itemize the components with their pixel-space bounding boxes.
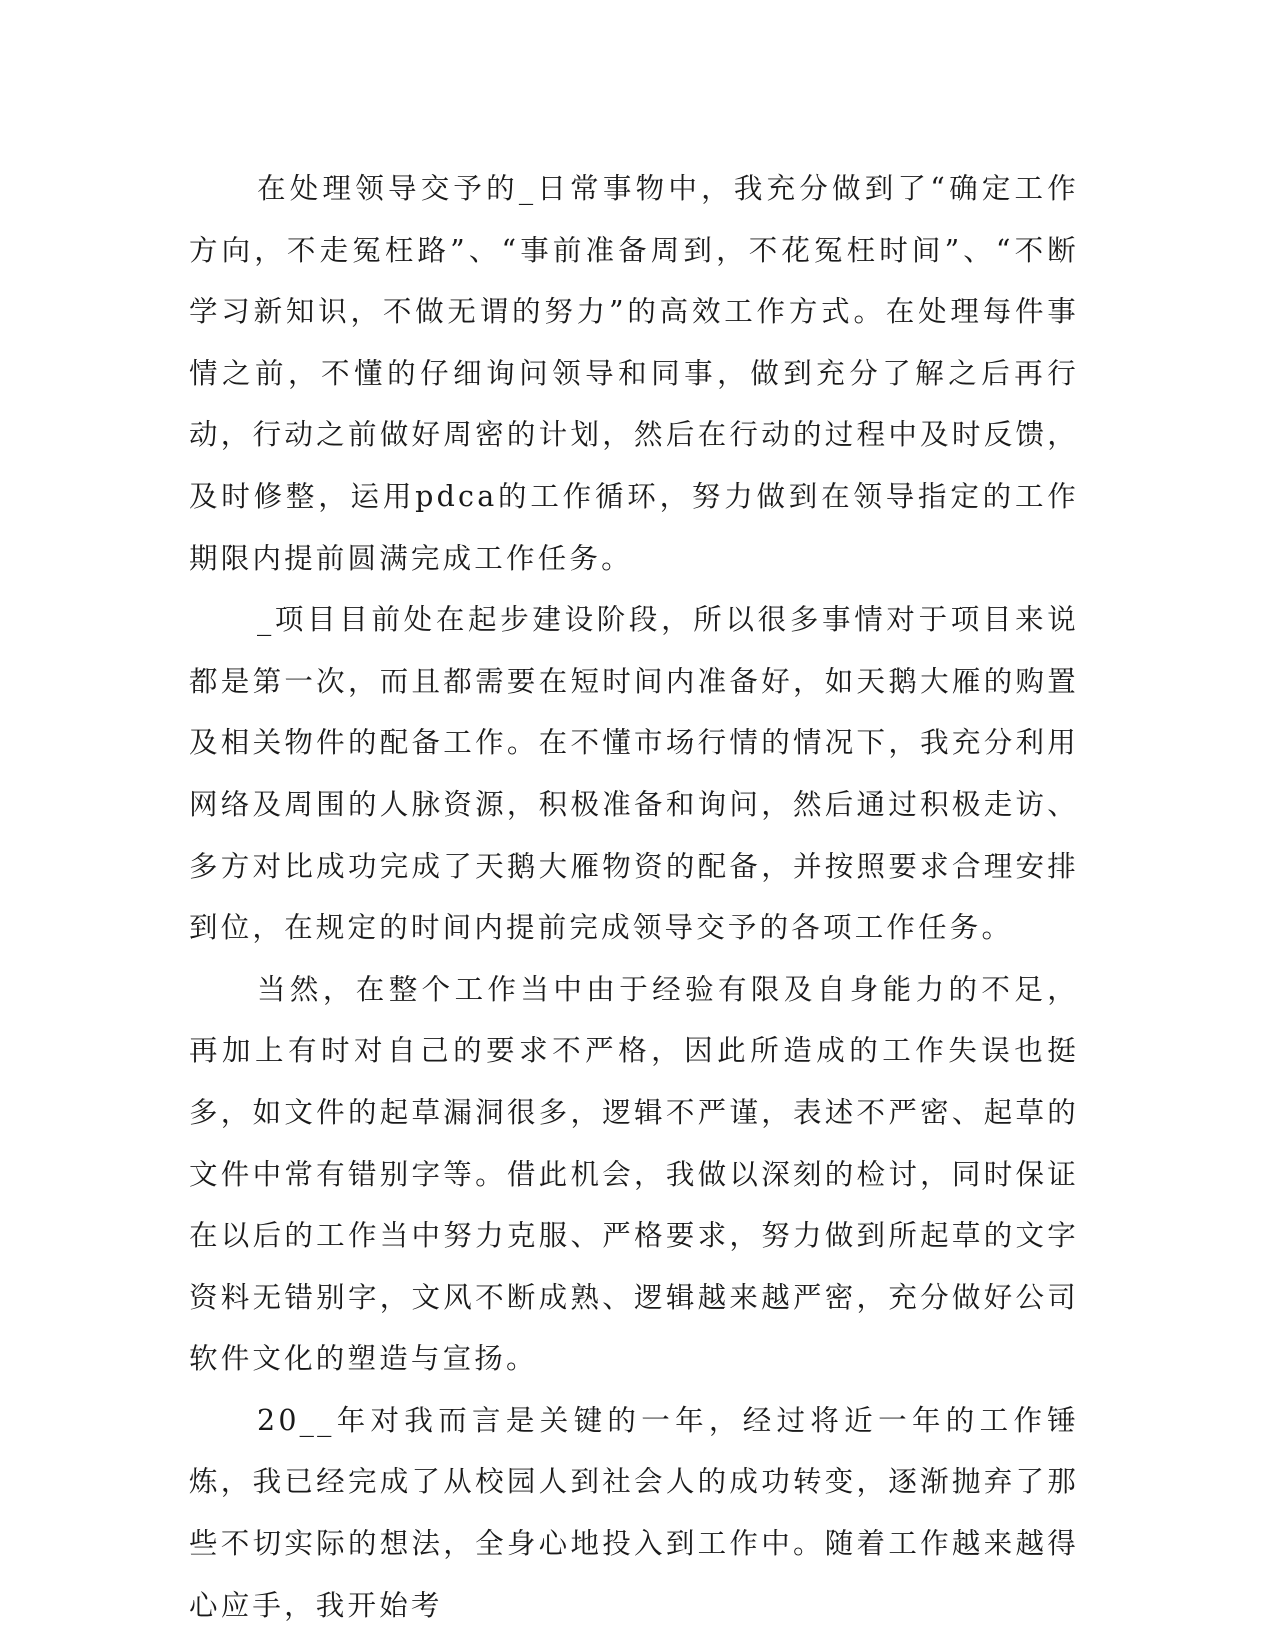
paragraph-daily-affairs: 在处理领导交予的_日常事物中，我充分做到了“确定工作方向，不走冤枉路”、“事前准备周到，不花冤枉时间”、“不断学习新知识，不做无谓的努力”的高效工作方式。在处理每件事情之前，不懂的仔细询问领导和同事，做到充分了解之后再行动，行动之前做好周密的计划，然后在行动的过程中及时反馈，及时修整，运用pdca的工作循环，努力做到在领导指定的工作期限内提前圆满完成工作任务。 xyxy=(189,172,1079,575)
paragraph-key-year: 20__年对我而言是关键的一年，经过将近一年的工作锤炼，我已经完成了从校园人到社会人的成功转变，逐渐抛弃了那些不切实际的想法，全身心地投入到工作中。随着工作越来越得心应手，我开始考 xyxy=(189,1403,1079,1622)
document-body xyxy=(189,158,1079,1636)
paragraph-project-startup: _项目目前处在起步建设阶段，所以很多事情对于项目来说都是第一次，而且都需要在短时间内准备好，如天鹅大雁的购置及相关物件的配备工作。在不懂市场行情的情况下，我充分利用网络及周围的人脉资源，积极准备和询问，然后通过积极走访、多方对比成功完成了天鹅大雁物资的配备，并按照要求合理安排到位，在规定的时间内提前完成领导交予的各项工作任务。 xyxy=(189,603,1079,945)
paragraph-shortcomings: 当然，在整个工作当中由于经验有限及自身能力的不足，再加上有时对自己的要求不严格，因此所造成的工作失误也挺多，如文件的起草漏洞很多，逻辑不严谨，表述不严密、起草的文件中常有错别字等。借此机会，我做以深刻的检讨，同时保证在以后的工作当中努力克服、严格要求，努力做到所起草的文字资料无错别字，文风不断成熟、逻辑越来越严密，充分做好公司软件文化的塑造与宣扬。 xyxy=(189,972,1079,1376)
